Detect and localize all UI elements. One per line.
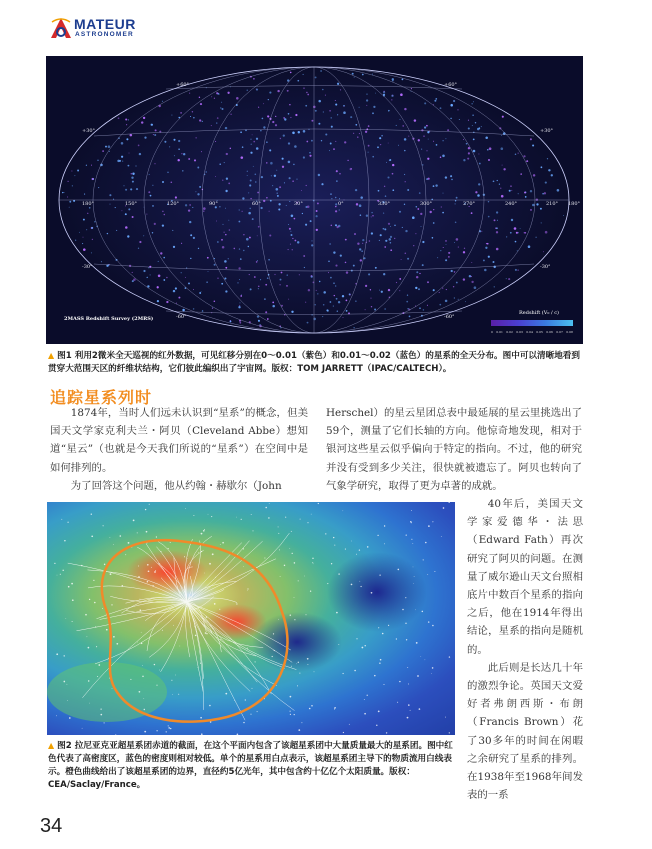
colorbar-tick: 0 (491, 330, 493, 334)
colorbar-tick: 0.02 (506, 330, 513, 334)
lon-tick: 0° (338, 201, 344, 207)
redshift-colorbar (491, 320, 573, 326)
text-column-1 (50, 404, 308, 495)
section-heading: 追踪星系列时 (50, 388, 153, 407)
longitude-ticks (82, 201, 581, 209)
magazine-logo (50, 14, 160, 44)
laniakea-graphic (47, 502, 455, 735)
text-column-3 (467, 495, 583, 804)
colorbar-tick: 0.04 (526, 330, 533, 334)
logo-a-icon (50, 16, 72, 40)
logo-text: MATEUR (74, 16, 136, 32)
lon-tick: 270° (463, 201, 476, 207)
figure-1-sky-map (46, 56, 583, 344)
lat-tick: +30° (82, 128, 96, 134)
colorbar-tick: 0.05 (536, 330, 543, 334)
paragraph: Herschel）的星云星团总表中最延展的星云里挑选出了59个，测量了它们长轴的方向。他惊奇地发现，相对于银河这些星云似乎偏向于特定的指向。不过，他的研究并没有受到多少关注，很快就被遗忘了。阿贝也转向了气象学研究，取得了更为卓著的成就。 (326, 407, 582, 492)
lon-tick: 30° (294, 201, 303, 207)
paragraph: 为了回答这个问题，他从约翰・赫歇尔（John (70, 479, 282, 492)
figure-2-laniakea (47, 502, 455, 735)
lon-tick: 120° (167, 201, 180, 207)
caption-text: 图1 利用2微米全天巡视的红外数据，可见红移分别在0～0.01（紫色）和0.01～0.02（蓝色）的星系的全天分布。图中可以清晰地看到贯穿大范围天区的纤维状结构，它们彼此编织出了宇宙网。版权：TOM JARRETT（IPAC/CALTECH）。 (48, 351, 580, 374)
colorbar-ticks (491, 330, 573, 334)
lon-tick: 90° (209, 201, 218, 207)
caption-text: 图2 拉尼亚克亚超星系团赤道的截面，在这个平面内包含了该超星系团中大量质量最大的星系团。图中红色代表了高密度区，蓝色的密度则相对较低。单个的星系用白点表示，该超星系团主导下的物质流用白线表示。橙色曲线给出了该超星系团的边界，直径约5亿光年，其中包含约十亿亿个太阳质量。版权：CEA/Saclay/France。 (48, 741, 453, 790)
text-column-2 (326, 404, 582, 495)
logo-subtext: ASTRONOMER (75, 31, 134, 38)
sky-map-graphic (46, 56, 583, 344)
colorbar-tick: 0.07 (556, 330, 563, 334)
page-number: 34 (40, 815, 63, 837)
lon-tick: 300° (420, 201, 433, 207)
lat-tick: -60° (444, 314, 455, 320)
lat-tick: -30° (82, 264, 93, 270)
lon-tick: 60° (252, 201, 261, 207)
paragraph: 此后则是长达几十年的激烈争论。英国天文爱好者弗朗西斯・布朗（Francis Brown）花了30多年的时间在闲暇之余研究了星系的排列。在1938年至1968年间发表的一系 (467, 661, 583, 802)
lat-tick: +60° (176, 82, 190, 88)
figure-2-caption (48, 739, 458, 792)
paragraph: 40年后，美国天文学家爱德华・法思（Edward Fath）再次研究了阿贝的问题。在测量了威尔逊山天文台照相底片中数百个星系的指向之后，他在1914年得出结论，星系的指向是随机的。 (467, 498, 583, 656)
lat-tick: -30° (540, 264, 551, 270)
lon-tick: 240° (505, 201, 518, 207)
colorbar-label: Redshift (V₀ / c) (519, 310, 559, 316)
colorbar-tick: 0.01 (496, 330, 503, 334)
colorbar-tick: 0.06 (546, 330, 553, 334)
lat-tick: +30° (540, 128, 554, 134)
lon-tick: 330° (378, 201, 391, 207)
colorbar-tick: 0.08 (566, 330, 573, 334)
figure-1-caption (48, 349, 588, 376)
lat-tick: +60° (444, 82, 458, 88)
lon-tick: 210° (546, 201, 559, 207)
caption-triangle-icon: ▲ (48, 741, 55, 750)
lat-tick: -60° (176, 314, 187, 320)
caption-triangle-icon: ▲ (48, 351, 55, 360)
colorbar-tick: 0.03 (516, 330, 523, 334)
lon-tick: 180° (82, 201, 95, 207)
survey-label: 2MASS Redshift Survey (2MRS) (64, 316, 154, 322)
lon-tick: 180° (568, 201, 581, 207)
lon-tick: 150° (125, 201, 138, 207)
paragraph: 1874年，当时人们远未认识到“星系”的概念，但美国天文学家克利夫兰・阿贝（Cleveland Abbe）想知道“星云”（也就是今天我们所说的“星系”）在空间中是如何排列的。 (50, 407, 308, 474)
